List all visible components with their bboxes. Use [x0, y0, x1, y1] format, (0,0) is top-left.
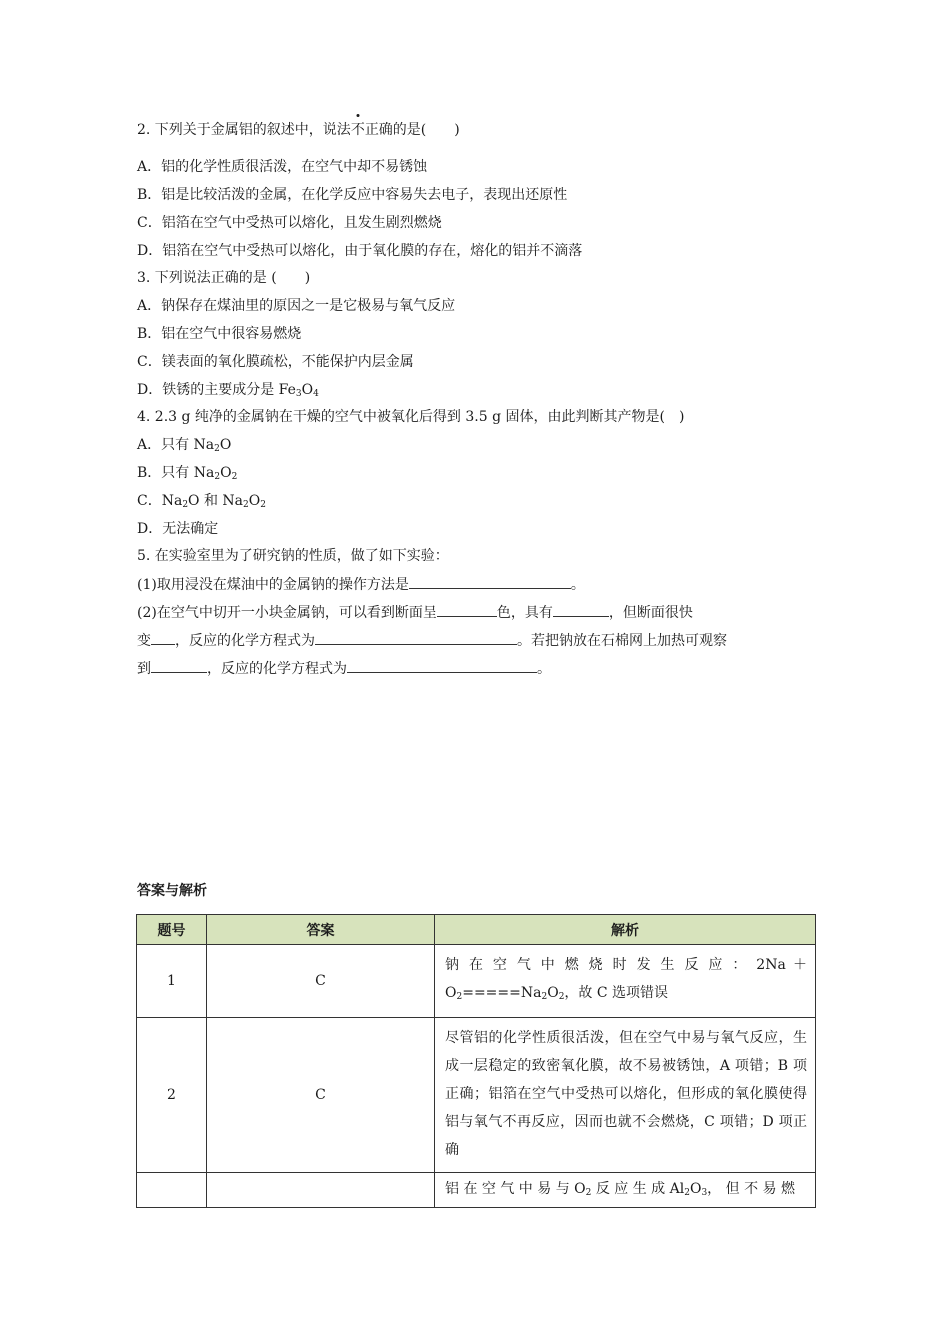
explanation-text: ，故 C 选项错误 [564, 985, 669, 1001]
q2-option-c: C．铝箔在空气中受热可以熔化，且发生剧烈燃烧 [137, 215, 442, 231]
q5-part2-line3 [137, 658, 551, 679]
answer-blank[interactable] [315, 630, 517, 645]
subscript: 2 [260, 500, 266, 510]
table-row [137, 1018, 816, 1173]
table-header-row [137, 915, 816, 945]
q4-stem: 4. 2.3 g 纯净的金属钠在干燥的空气中被氧化后得到 3.5 g 固体，由此判断其产物是( ) [137, 409, 685, 425]
subscript: 3 [295, 389, 302, 399]
q2-emphasis-char [351, 120, 365, 140]
row-answer [207, 1173, 435, 1208]
explanation-line [445, 979, 807, 1011]
q3-stem: 3. 下列说法正确的是 ( ) [137, 270, 311, 286]
q2-stem [137, 120, 460, 140]
q5-part1 [137, 574, 585, 595]
subscript: 2 [684, 1188, 690, 1198]
row-number: 2 [137, 1018, 207, 1173]
q5-part2-text-d: 变 [137, 633, 151, 649]
row-explanation: 尽管铝的化学性质很活泼，但在空气中易与氧气反应，生成一层稳定的致密氧化膜，故不易被锈蚀，A 项错；B 项正确；铝箔在空气中受热可以熔化，但形成的氧化膜使得铝与氧气不再反应，因而也就不会燃烧，C 项错；D 项正确 [435, 1018, 816, 1173]
subscript: 2 [231, 472, 238, 482]
table-row [137, 945, 816, 1018]
q5-part2-text-a: (2)在空气中切开一小块金属钠，可以看到断面呈 [137, 605, 437, 621]
subscript: 3 [701, 1188, 708, 1198]
explanation-line: 钠 在 空 气 中 燃 烧 时 发 生 反 应 ： 2Na ＋ [445, 957, 807, 973]
emphasis-dot [356, 114, 359, 117]
q2-option-a: A．铝的化学性质很活泼，在空气中却不易锈蚀 [137, 159, 428, 175]
q4-option-c [137, 491, 266, 515]
q3-option-a: A．钠保存在煤油里的原因之一是它极易与氧气反应 [137, 298, 456, 314]
subscript: 2 [243, 500, 249, 510]
q4-option-b [137, 463, 237, 487]
subscript: 2 [541, 992, 548, 1002]
answers-table [136, 914, 816, 1208]
subscript: 2 [585, 1188, 592, 1198]
row-explanation [435, 945, 816, 1018]
explanation-text: 铝 在 空 气 中 易 与 O [445, 1181, 586, 1197]
answer-blank[interactable] [409, 574, 571, 589]
q2-emphasis-text: 不 [350, 122, 365, 138]
q5-part2-line2 [137, 630, 727, 651]
q5-part1-end: 。 [570, 577, 585, 593]
explanation-line [445, 1175, 807, 1207]
q3-option-b: B．铝在空气中很容易燃烧 [137, 326, 302, 342]
row-answer: C [207, 945, 435, 1018]
explanation-text: 反 应 生 成 Al [591, 1181, 685, 1197]
subscript: 2 [558, 992, 565, 1002]
q4-option-a [137, 435, 231, 459]
q5-part2-text-e: ，反应的化学方程式为 [175, 633, 315, 649]
q2-stem-text-b: 正确的是( ) [364, 122, 460, 138]
row-answer: C [207, 1018, 435, 1173]
row-explanation [435, 1173, 816, 1208]
explanation-text: =====Na [462, 985, 542, 1001]
q5-part2-text-b: 色，具有 [496, 605, 553, 621]
q4-b-text-mid: O [220, 465, 232, 481]
explanation-text: O [445, 985, 457, 1001]
answer-blank[interactable] [347, 658, 537, 673]
answer-blank[interactable] [151, 658, 207, 673]
q3-option-d [137, 380, 319, 404]
answer-blank[interactable] [151, 630, 175, 645]
q5-part2-end: 。 [537, 661, 551, 677]
explanation-text: O [547, 985, 559, 1001]
subscript: 2 [456, 992, 463, 1002]
row-number: 1 [137, 945, 207, 1018]
subscript: 4 [313, 389, 319, 399]
q5-part2-text-f: 。若把钠放在石棉网上加热可观察 [517, 633, 727, 649]
q4-c-text-mid: O 和 Na [188, 493, 244, 509]
row-number [137, 1173, 207, 1208]
subscript: 2 [214, 444, 220, 454]
q2-option-d: D．铝箔在空气中受热可以熔化，由于氧化膜的存在，熔化的铝并不滴落 [137, 243, 583, 259]
q5-stem: 5. 在实验室里为了研究钠的性质，做了如下实验： [137, 548, 449, 564]
explanation-text: ， 但 不 易 燃 [707, 1181, 795, 1197]
q4-option-d: D．无法确定 [137, 521, 219, 537]
table-row [137, 1173, 816, 1208]
q5-part2-line1 [137, 602, 693, 623]
subscript: 2 [182, 500, 189, 510]
header-number: 题号 [137, 915, 207, 945]
q3-d-text: D．铁锈的主要成分是 Fe [137, 382, 296, 398]
q5-part2-text-g: 到 [137, 661, 151, 677]
q4-a-text: A．只有 Na [137, 437, 215, 453]
q3-option-c: C．镁表面的氧化膜疏松，不能保护内层金属 [137, 354, 414, 370]
q3-d-text-mid: O [301, 382, 314, 398]
header-explanation: 解析 [435, 915, 816, 945]
q5-part1-text: (1)取用浸没在煤油中的金属钠的操作方法是 [137, 577, 409, 593]
q2-stem-text-a: 2. 下列关于金属铝的叙述中，说法 [137, 122, 351, 138]
subscript: 2 [214, 472, 221, 482]
explanation-text: O [689, 1181, 702, 1197]
q4-c-text: C．Na [137, 493, 183, 509]
q4-c-text-mid2: O [248, 493, 261, 509]
q4-b-text: B．只有 Na [137, 465, 215, 481]
q4-a-text-end: O [219, 437, 232, 453]
answer-blank[interactable] [437, 602, 497, 617]
q2-option-b: B．铝是比较活泼的金属，在化学反应中容易失去电子，表现出还原性 [137, 187, 568, 203]
answer-blank[interactable] [553, 602, 609, 617]
q5-part2-text-c: ，但断面很快 [608, 605, 693, 621]
header-answer: 答案 [207, 915, 435, 945]
answers-title: 答案与解析 [137, 883, 207, 899]
q5-part2-text-h: ，反应的化学方程式为 [207, 661, 347, 677]
